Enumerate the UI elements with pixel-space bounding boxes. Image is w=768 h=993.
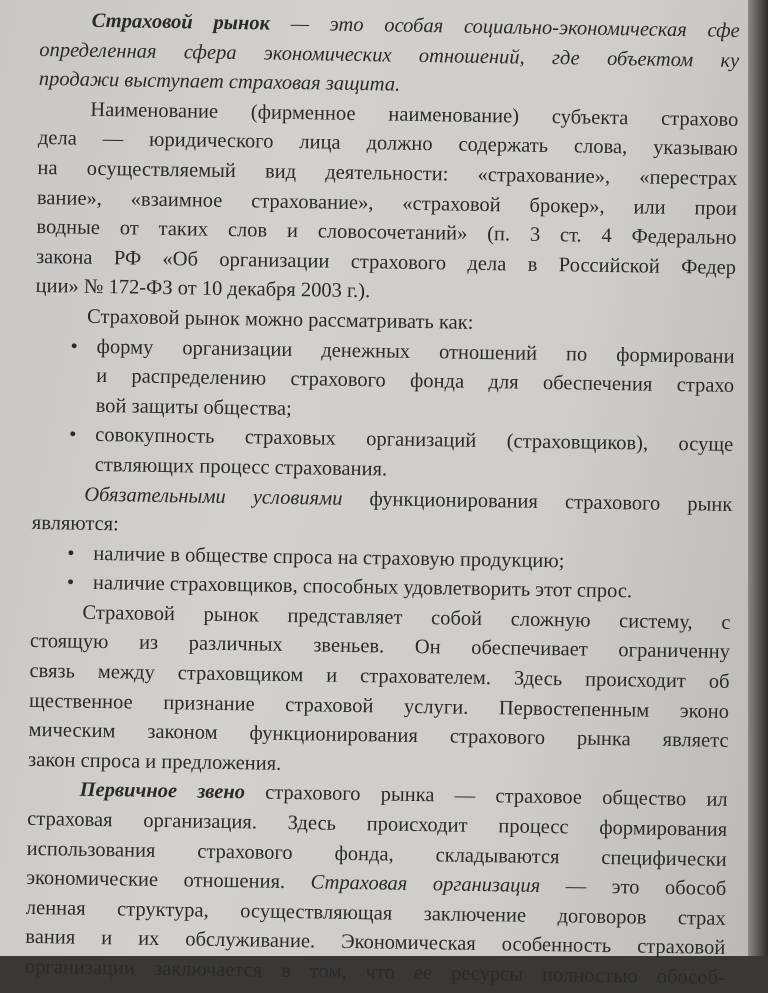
- bullet-icon: •: [66, 571, 75, 594]
- bullet-icon: •: [70, 335, 79, 358]
- text-line: вания и их обслуживание. Экономическая особенность страховой: [25, 926, 726, 960]
- bullet-icon: •: [69, 423, 77, 446]
- text-line: ствляющих процесс страхования.: [94, 453, 388, 481]
- page-text: [25, 6, 740, 993]
- text-line: использования страхового фонда, складываются специфически: [26, 837, 727, 871]
- text-line: вой защиты общества;: [95, 394, 292, 420]
- text-line: Страховой рынок можно рассматривать как:: [86, 305, 474, 334]
- text-line: закон спроса и предложения.: [27, 748, 282, 775]
- bullet-line: • наличие страховщиков, способных удовлетворить этот спрос.: [31, 568, 731, 609]
- text-line: экономические отношения. Страховая организация — это обособ: [26, 867, 727, 901]
- text-line: стоящую из различных звеньев. Он обеспечивает ограниченну: [29, 630, 731, 664]
- bullet-line: • совокупность страховых организаций (страховщиков), осуще: [33, 420, 733, 461]
- page-edge-shadow: [748, 0, 768, 956]
- text-line: щественное признание страховой услуги. Первостепенным эконо: [28, 689, 730, 723]
- text-line: Первичное звено страхового рынка — страховое общество ил: [79, 779, 728, 812]
- text-line: страховая организация. Здесь происходит процесс формирования: [27, 807, 728, 841]
- term-insurance-organization: Страховая организация: [310, 871, 541, 898]
- text-line: вание», «взаимное страхование», «страховой брокер», или прои: [36, 186, 738, 220]
- text-line: ленная структура, осуществляющая заключение договоров страх: [25, 896, 726, 930]
- term-insurance-market: Страховой рынок: [91, 9, 271, 35]
- text-line: связь между страховщиком и страхователем. Здесь происходит об: [29, 659, 730, 693]
- text-line: продажи выступает страховая защита.: [38, 68, 401, 96]
- bullet-line: • форму организации денежных отношений по формировани: [34, 331, 734, 372]
- bullet-icon: •: [67, 542, 75, 565]
- text-line: Страховой рынок представляет собой сложную систему, с: [82, 601, 731, 634]
- text-line: определенная сфера экономических отношений, где объектом ку: [39, 38, 740, 72]
- text-line: мическим законом функционирования страхового рынка являетс: [28, 719, 729, 753]
- term-mandatory-conditions: Обязательными условиями: [84, 483, 343, 510]
- text-line: Страховой рынок — это особая социально-экономическая сфе: [91, 9, 740, 42]
- text-line: на осуществляемый вид деятельности: «страхование», «перестрах: [37, 156, 738, 190]
- text-line: Наименование (фирменное наименование) субъекта страхово: [90, 98, 739, 131]
- text-line: являются:: [31, 512, 120, 536]
- text-line: водные от таких слов и словосочетаний» (п. 3 ст. 4 Федерально: [36, 216, 737, 250]
- text-line: ции» № 172-ФЗ от 10 декабря 2003 г.).: [35, 275, 371, 303]
- text-line: и распределению страхового фонда для обеспечения страхо: [96, 365, 735, 398]
- text-line: организации заключается в том, что ее ресурсы полностью обособ-: [24, 955, 725, 989]
- text-line: дела — юридического лица должно содержать слова, указываю: [37, 127, 739, 161]
- term-primary-link: Первичное звено: [79, 779, 246, 804]
- bullet-line: • наличие в обществе спроса на страховую продукцию;: [31, 539, 731, 580]
- text-line: закона РФ «Об организации страхового дела в Российской Федер: [35, 245, 737, 279]
- text-line: Обязательными условиями функционирования страхового рынк: [84, 483, 733, 516]
